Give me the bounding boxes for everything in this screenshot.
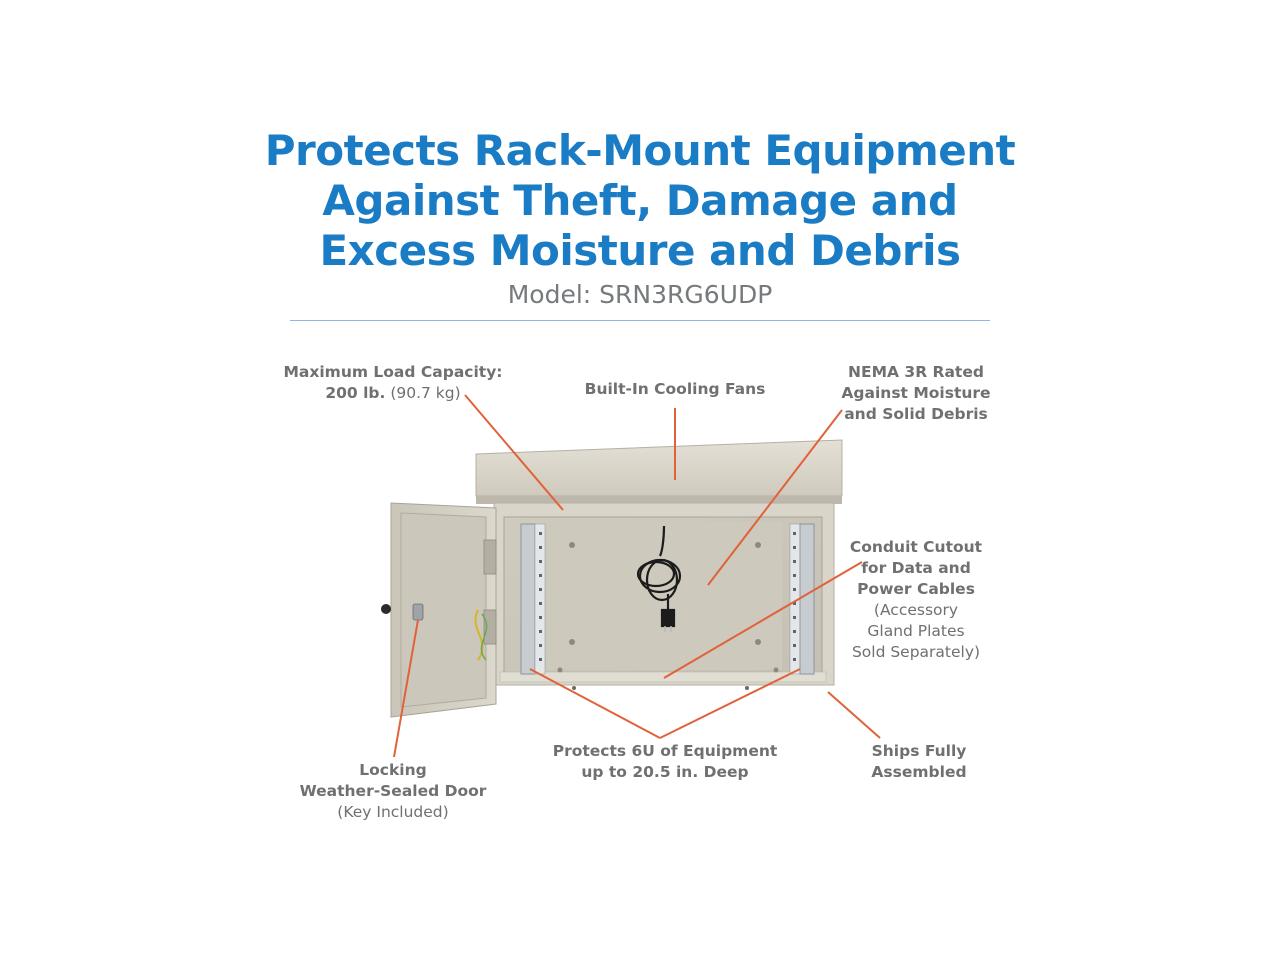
callout-load-capacity bbox=[276, 362, 510, 404]
conduit-line-4: (Accessory bbox=[873, 601, 959, 619]
callout-ships-assembled bbox=[860, 741, 978, 783]
title-line-3: Excess Moisture and Debris bbox=[319, 226, 961, 275]
conduit-line-3: Power Cables bbox=[857, 580, 975, 598]
ships-line-2: Assembled bbox=[871, 763, 967, 781]
cooling-fans-text: Built-In Cooling Fans bbox=[584, 380, 766, 398]
conduit-line-6: Sold Separately) bbox=[851, 643, 981, 661]
leader-ships bbox=[828, 692, 880, 738]
protects-line-2: up to 20.5 in. Deep bbox=[581, 763, 749, 781]
door-line-3: (Key Included) bbox=[337, 803, 449, 821]
load-capacity-kg: (90.7 kg) bbox=[385, 384, 461, 402]
callout-conduit-cutout bbox=[836, 537, 996, 663]
door-line-1: Locking bbox=[359, 761, 427, 779]
model-number: Model: SRN3RG6UDP bbox=[507, 280, 773, 309]
load-capacity-lb: 200 lb. bbox=[325, 384, 386, 402]
callout-nema-rating bbox=[830, 362, 1002, 425]
conduit-line-1: Conduit Cutout bbox=[849, 538, 983, 556]
protects-line-1: Protects 6U of Equipment bbox=[552, 742, 778, 760]
title-line-2: Against Theft, Damage and bbox=[322, 176, 958, 225]
ships-line-1: Ships Fully bbox=[871, 742, 967, 760]
enclosure-door bbox=[381, 503, 496, 717]
callout-locking-door bbox=[290, 760, 496, 823]
title-line-1: Protects Rack-Mount Equipment bbox=[264, 126, 1016, 175]
conduit-line-2: for Data and bbox=[861, 559, 971, 577]
load-capacity-heading: Maximum Load Capacity: bbox=[283, 363, 503, 381]
load-capacity-value bbox=[276, 383, 510, 404]
door-line-2: Weather-Sealed Door bbox=[299, 782, 487, 800]
nema-line-1: NEMA 3R Rated bbox=[848, 363, 984, 381]
callout-protects-6u bbox=[548, 741, 782, 783]
conduit-line-5: Gland Plates bbox=[867, 622, 965, 640]
nema-line-2: Against Moisture bbox=[841, 384, 991, 402]
callout-cooling-fans bbox=[560, 379, 790, 400]
nema-line-3: and Solid Debris bbox=[844, 405, 988, 423]
